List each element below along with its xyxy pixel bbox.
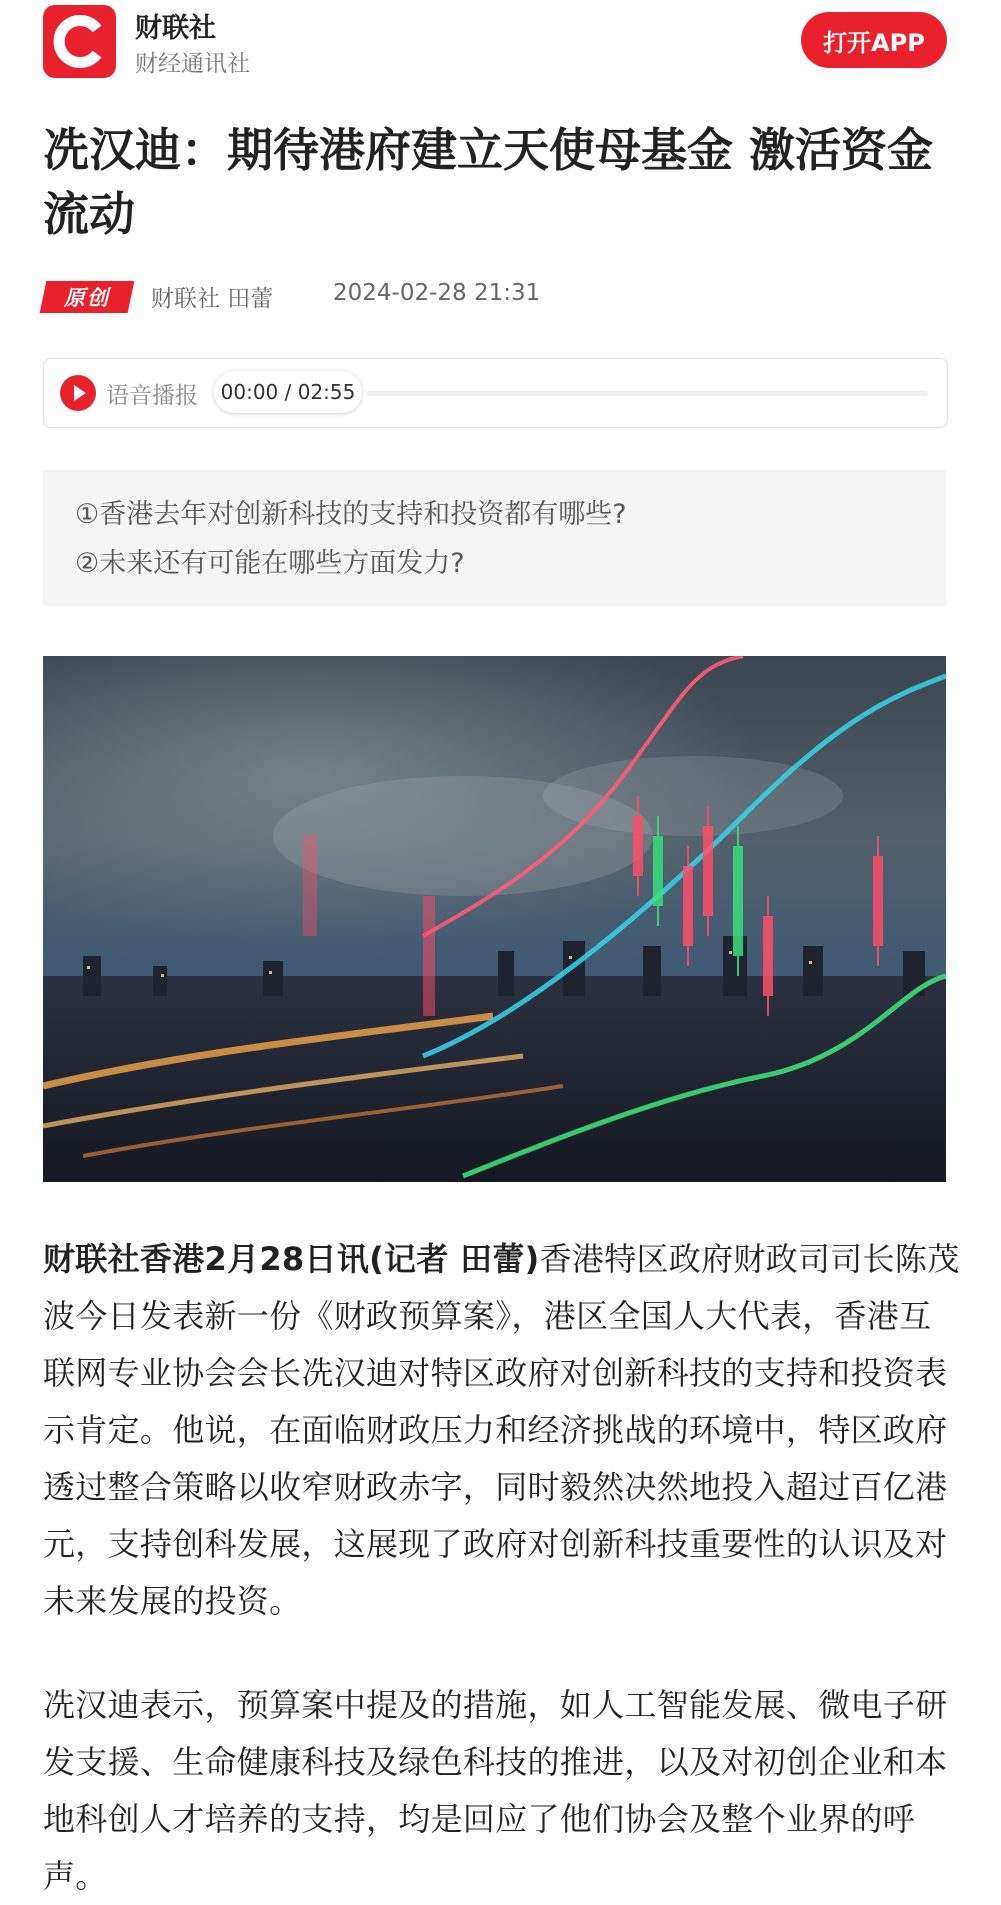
article-time: 2024-02-28 21:31: [333, 280, 541, 306]
city-stock-chart-image: [43, 656, 946, 1182]
paragraph-lead: 财联社香港2月28日讯(记者 田蕾): [43, 1240, 540, 1278]
logo-c-icon: [43, 5, 116, 78]
app-header: [0, 0, 1001, 88]
article-paragraph: [43, 1677, 961, 1905]
audio-player: [43, 358, 948, 428]
article-source: 财联社 田蕾: [151, 286, 274, 312]
audio-time: 00:00 / 02:55: [214, 371, 362, 413]
article-title: 冼汉迪：期待港府建立天使母基金 激活资金流动: [43, 123, 934, 241]
play-icon: [60, 375, 96, 411]
audio-progress-bar[interactable]: [366, 391, 928, 396]
summary-item: ②未来还有可能在哪些方面发力?: [75, 548, 465, 579]
original-badge: [40, 281, 135, 313]
article-paragraph: [43, 1231, 961, 1630]
article-meta: [43, 278, 958, 314]
open-app-button[interactable]: 打开APP: [801, 12, 947, 68]
article-summary: [43, 470, 946, 606]
audio-label: 语音播报: [106, 383, 198, 409]
brand-subtitle: 财经通讯社: [135, 51, 250, 77]
badge-label: 原创: [64, 286, 110, 310]
paragraph-text: 冼汉迪表示，预算案中提及的措施，如人工智能发展、微电子研发支援、生命健康科技及绿色科技的推进，以及对初创企业和本地科创人才培养的支持，均是回应了他们协会及整个业界的呼声。: [43, 1686, 948, 1895]
hero-image: [43, 656, 946, 1182]
summary-item: ①香港去年对创新科技的支持和投资都有哪些?: [75, 499, 627, 530]
brand-name: 财联社: [135, 13, 216, 44]
cls-logo[interactable]: [43, 5, 116, 78]
play-button[interactable]: [60, 375, 96, 411]
paragraph-text: 香港特区政府财政司司长陈茂波今日发表新一份《财政预算案》，港区全国人大代表，香港互联网专业协会会长冼汉迪对特区政府对创新科技的支持和投资表示肯定。他说，在面临财政压力和经济挑战的环境中，特区政府透过整合策略以收窄财政赤字，同时毅然决然地投入超过百亿港元，支持创科发展，这展现了政府对创新科技重要性的认识及对未来发展的投资。: [43, 1240, 960, 1620]
